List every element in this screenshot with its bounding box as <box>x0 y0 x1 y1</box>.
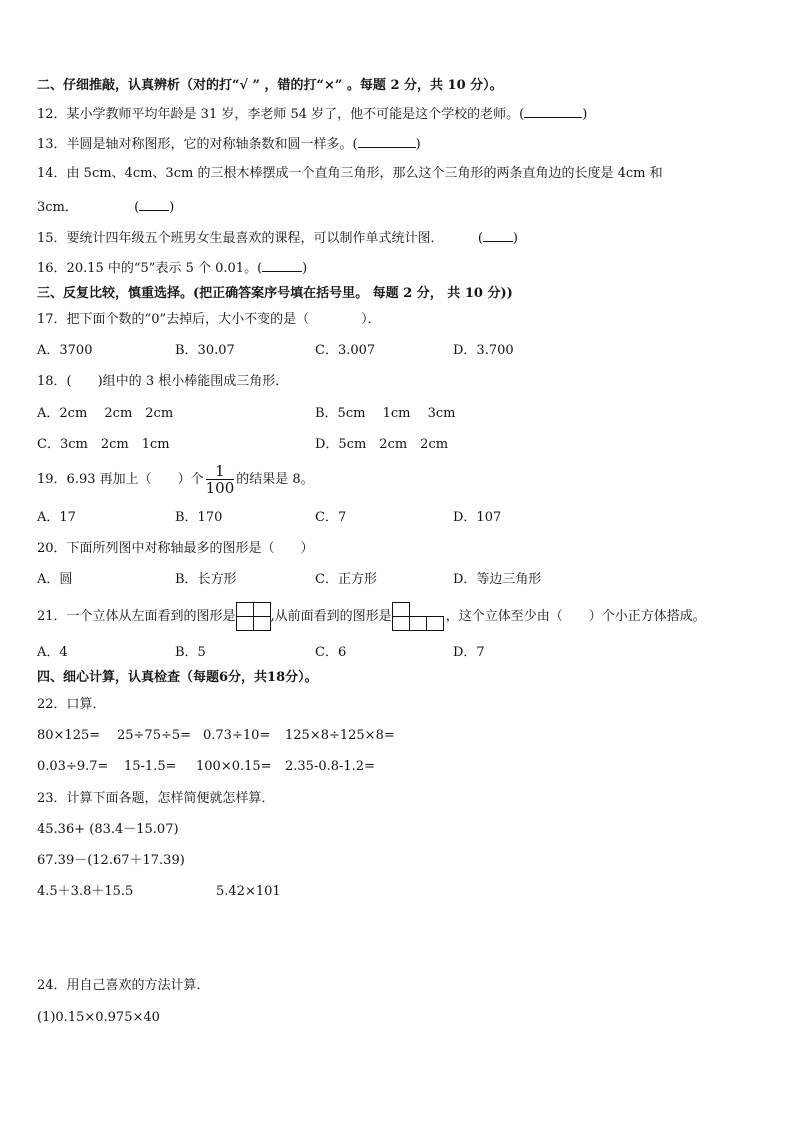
option-d[interactable]: D．3.700 <box>453 343 514 358</box>
calc-expression: 5.42×101 <box>216 884 281 899</box>
front-view-figure <box>392 602 446 631</box>
question-21-text-after: ，这个立体至少由（ ）个小正方体搭成。 <box>445 609 706 624</box>
answer-blank[interactable] <box>262 258 302 272</box>
question-19-text: 19．6.93 再加上（ ）个 <box>37 472 204 487</box>
option-d[interactable]: D．5cm 2cm 2cm <box>315 437 449 452</box>
question-13-text: 13．半圆是轴对称图形，它的对称轴条数和圆一样多。( <box>37 137 358 152</box>
option-c[interactable]: C．正方形 <box>315 572 377 587</box>
question-14-line-1: 14．由 5cm、4cm、3cm 的三根木棒摆成一个直角三角形，那么这个三角形的两条直角边的长度是 4cm 和 <box>37 166 663 181</box>
calc-item: 0.73÷10= <box>203 728 271 743</box>
calc-item: 15-1.5= <box>124 759 177 774</box>
question-12-text: 12．某小学教师平均年龄是 31 岁，李老师 54 岁了，他不可能是这个学校的老师。( <box>37 107 525 122</box>
calc-expression: 4.5＋3.8＋15.5 <box>37 884 134 899</box>
calc-item: 2.35-0.8-1.2= <box>285 759 375 774</box>
answer-blank[interactable] <box>524 104 582 118</box>
question-24-title: 24．用自己喜欢的方法计算． <box>37 978 210 993</box>
section-3-heading: 三、反复比较，慎重选择。(把正确答案序号填在括号里。 每题 2 分， 共 10 分)) <box>37 286 513 301</box>
question-12-close: ) <box>582 107 588 122</box>
question-19-text-after: 的结果是 8。 <box>236 472 314 487</box>
question-20: 20．下面所列图中对称轴最多的图形是（ ） <box>37 541 314 556</box>
option-a[interactable]: A．17 <box>37 510 76 525</box>
option-c[interactable]: C．3cm 2cm 1cm <box>37 437 170 452</box>
question-15-open: ( <box>477 231 483 246</box>
fraction-denominator: 100 <box>205 479 235 497</box>
left-view-figure <box>236 602 271 631</box>
answer-blank[interactable] <box>483 228 513 242</box>
option-a[interactable]: A．4 <box>37 645 68 660</box>
option-d[interactable]: D．107 <box>453 510 502 525</box>
question-21-text-mid: ,从前面看到的图形是 <box>270 609 392 624</box>
question-21 <box>37 597 706 637</box>
question-23-title: 23．计算下面各题，怎样简便就怎样算． <box>37 791 275 806</box>
answer-blank[interactable] <box>139 197 169 211</box>
fraction <box>206 463 235 496</box>
option-a[interactable]: A．3700 <box>37 343 93 358</box>
question-14-open: ( <box>134 200 140 215</box>
section-4-heading: 四、细心计算，认真检查（每题6分，共18分）。 <box>37 670 318 685</box>
question-14-line-2 <box>37 197 174 217</box>
question-12 <box>37 104 587 124</box>
question-16-close: ) <box>302 261 308 276</box>
question-15-close: ) <box>512 231 518 246</box>
question-14-text: 3cm． <box>37 200 78 215</box>
option-b[interactable]: B．5 <box>175 645 206 660</box>
calc-expression: 45.36+ (83.4－15.07) <box>37 822 179 837</box>
question-15 <box>37 228 518 248</box>
question-15-text: 15．要统计四年级五个班男女生最喜欢的课程，可以制作单式统计图． <box>37 231 444 246</box>
question-22-title: 22．口算． <box>37 697 106 712</box>
calc-expression: (1)0.15×0.975×40 <box>37 1010 160 1025</box>
question-17: 17．把下面个数的“0”去掉后，大小不变的是（ ）． <box>37 312 381 327</box>
calc-item: 0.03÷9.7= <box>37 759 109 774</box>
option-d[interactable]: D．等边三角形 <box>453 572 542 587</box>
calc-item: 125×8÷125×8= <box>285 728 395 743</box>
option-c[interactable]: C．6 <box>315 645 347 660</box>
calc-expression: 67.39－(12.67＋17.39) <box>37 853 185 868</box>
option-a[interactable]: A．圆 <box>37 572 73 587</box>
option-b[interactable]: B．30.07 <box>175 343 235 358</box>
option-a[interactable]: A．2cm 2cm 2cm <box>37 406 174 421</box>
option-b[interactable]: B．170 <box>175 510 223 525</box>
question-21-text: 21．一个立体从左面看到的图形是 <box>37 609 236 624</box>
option-b[interactable]: B．5cm 1cm 3cm <box>315 406 456 421</box>
question-14-close: ) <box>169 200 175 215</box>
question-19 <box>37 462 314 498</box>
question-16-text: 16．20.15 中的“5”表示 5 个 0.01。( <box>37 261 263 276</box>
option-b[interactable]: B．长方形 <box>175 572 237 587</box>
option-c[interactable]: C．7 <box>315 510 347 525</box>
section-2-heading: 二、仔细推敲，认真辨析（对的打“√ ” ，错的打“×” 。每题 2 分，共 10 分）。 <box>37 78 503 93</box>
question-18: 18．( )组中的 3 根小棒能围成三角形． <box>37 374 289 389</box>
calc-item: 25÷75÷5= <box>117 728 192 743</box>
option-d[interactable]: D．7 <box>453 645 485 660</box>
fraction-numerator: 1 <box>206 463 235 480</box>
calc-item: 100×0.15= <box>196 759 272 774</box>
question-16 <box>37 258 307 278</box>
question-13-close: ) <box>415 137 421 152</box>
question-13 <box>37 134 421 154</box>
answer-blank[interactable] <box>358 134 416 148</box>
calc-item: 80×125= <box>37 728 101 743</box>
option-c[interactable]: C．3.007 <box>315 343 376 358</box>
